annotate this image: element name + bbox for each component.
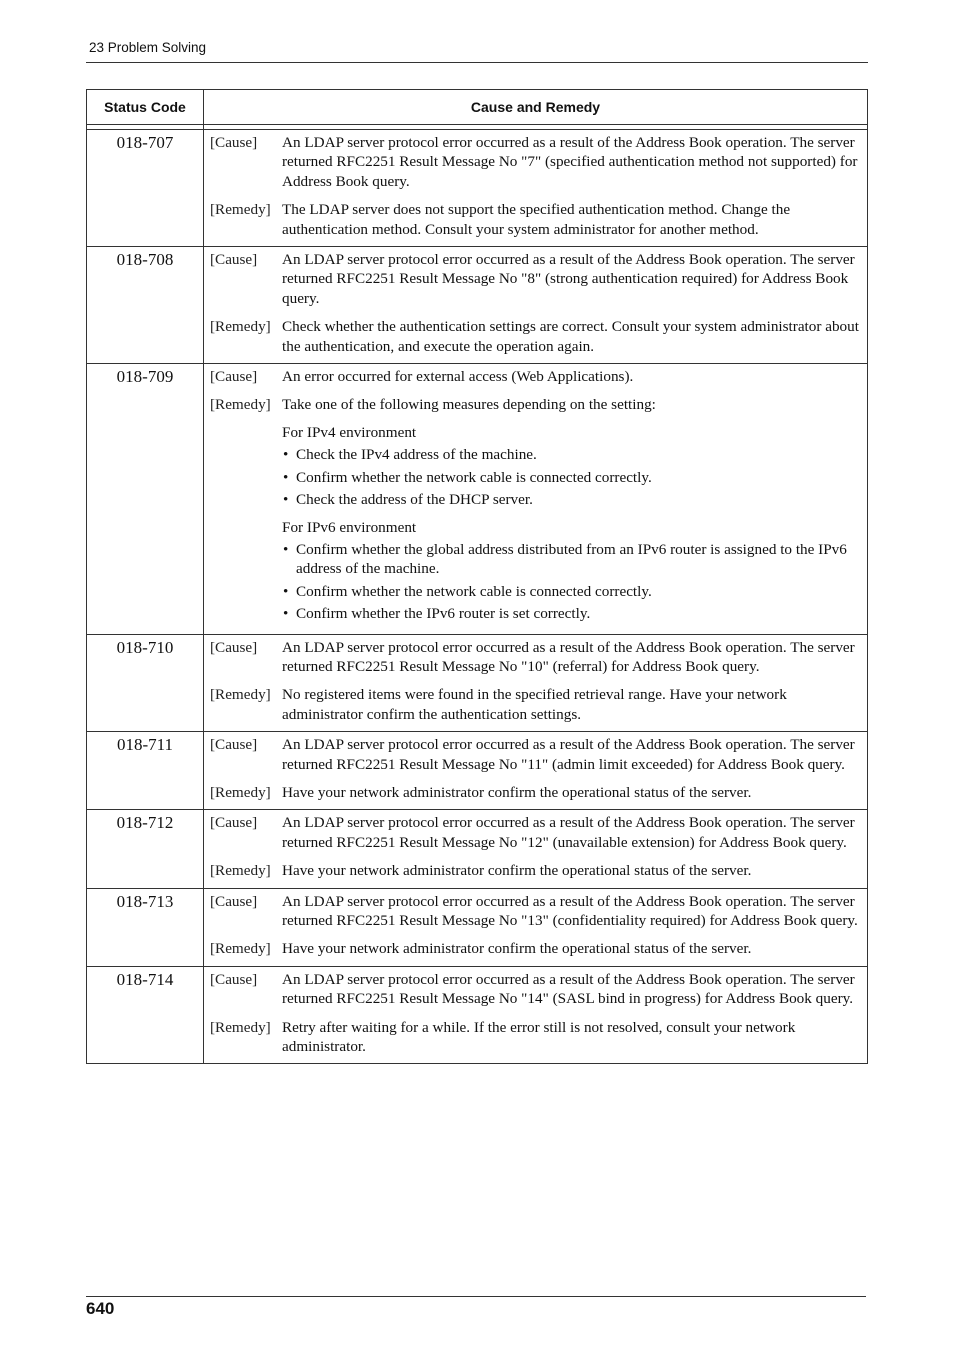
- cause-text: An LDAP server protocol error occurred as a result of the Address Book operation. The server returned RFC2251 Result Message No "14" (SASL bind in progress) for Address Book query.: [282, 970, 855, 1008]
- remedy-tag: [Remedy]: [210, 201, 271, 219]
- table-row: [87, 130, 868, 247]
- remedy-tag: [Remedy]: [210, 686, 271, 704]
- status-code: 018-707: [87, 130, 204, 247]
- status-code: 018-714: [87, 966, 204, 1064]
- remedy-text: The LDAP server does not support the specified authentication method. Change the authentication method. Consult your system administrator for another method.: [282, 201, 791, 238]
- cause-tag: [Cause]: [210, 368, 258, 386]
- remedy-entry: [204, 395, 867, 626]
- remedy-text: Take one of the following measures depending on the setting:: [282, 396, 656, 414]
- remedy-content: [282, 395, 867, 626]
- running-header: 23 Problem Solving: [89, 40, 207, 55]
- cause-entry: [204, 970, 867, 1009]
- table-row: [87, 364, 868, 634]
- ipv6-environment-title: For IPv6 environment: [282, 518, 417, 536]
- remedy-tag: [Remedy]: [210, 318, 271, 336]
- table-row: [87, 634, 868, 732]
- header-rule: [86, 62, 868, 63]
- cause-remedy-cell: [204, 732, 868, 810]
- cause-remedy-cell: [204, 634, 868, 732]
- cause-remedy-cell: [204, 364, 868, 634]
- list-item: • Confirm whether the network cable is connected correctly.: [282, 582, 859, 601]
- table-row: [87, 810, 868, 888]
- cause-remedy-cell: [204, 966, 868, 1064]
- cause-text: An LDAP server protocol error occurred as a result of the Address Book operation. The server returned RFC2251 Result Message No "8" (strong authentication required) for Address Book query.: [282, 251, 855, 307]
- cause-entry: [204, 133, 867, 191]
- cause-text: An LDAP server protocol error occurred as a result of the Address Book operation. The server returned RFC2251 Result Message No "10" (referral) for Address Book query.: [282, 638, 855, 675]
- ipv6-measures-list: [282, 540, 859, 624]
- list-item: • Confirm whether the network cable is connected correctly.: [282, 468, 859, 487]
- table-row: [87, 966, 868, 1064]
- cause-remedy-cell: [204, 130, 868, 247]
- page-number: 640: [86, 1299, 115, 1318]
- cause-entry: [204, 367, 867, 386]
- cause-entry: [204, 250, 867, 308]
- remedy-text: Retry after waiting for a while. If the error still is not resolved, consult your network administrator.: [282, 1018, 796, 1056]
- list-item: • Check the address of the DHCP server.: [282, 490, 859, 509]
- remedy-entry: [204, 317, 867, 356]
- remedy-entry: [204, 685, 867, 724]
- status-code: 018-713: [87, 888, 204, 966]
- cause-remedy-cell: [204, 810, 868, 888]
- remedy-tag: [Remedy]: [210, 1018, 271, 1036]
- status-code-column-header: Status Code: [87, 90, 204, 125]
- cause-entry: [204, 892, 867, 931]
- remedy-entry: [204, 1018, 867, 1057]
- cause-entry: [204, 735, 867, 774]
- ipv4-measures-list: [282, 445, 859, 509]
- cause-remedy-cell: [204, 247, 868, 364]
- remedy-text: Have your network administrator confirm the operational status of the server.: [282, 783, 752, 801]
- cause-tag: [Cause]: [210, 892, 258, 910]
- status-code: 018-709: [87, 364, 204, 634]
- remedy-text: Have your network administrator confirm the operational status of the server.: [282, 940, 752, 958]
- table-row: [87, 732, 868, 810]
- status-code: 018-712: [87, 810, 204, 888]
- cause-tag: [Cause]: [210, 251, 258, 269]
- remedy-tag: [Remedy]: [210, 783, 271, 801]
- cause-entry: [204, 813, 867, 852]
- table-row: [87, 247, 868, 364]
- remedy-text: No registered items were found in the specified retrieval range. Have your network administrator confirm the authentication settings.: [282, 686, 787, 723]
- cause-tag: [Cause]: [210, 134, 258, 151]
- remedy-entry: [204, 861, 867, 880]
- list-item: • Confirm whether the IPv6 router is set correctly.: [282, 604, 859, 623]
- remedy-tag: [Remedy]: [210, 940, 271, 958]
- cause-text: An LDAP server protocol error occurred as a result of the Address Book operation. The server returned RFC2251 Result Message No "13" (confidentiality required) for Address Book query.: [282, 892, 858, 929]
- cause-text: An LDAP server protocol error occurred as a result of the Address Book operation. The server returned RFC2251 Result Message No "11" (admin limit exceeded) for Address Book query.: [282, 736, 855, 773]
- remedy-entry: [204, 783, 867, 802]
- cause-tag: [Cause]: [210, 814, 258, 832]
- cause-text: An error occurred for external access (Web Applications).: [282, 368, 634, 386]
- status-code: 018-710: [87, 634, 204, 732]
- remedy-tag: [Remedy]: [210, 862, 271, 880]
- cause-text: An LDAP server protocol error occurred as a result of the Address Book operation. The server returned RFC2251 Result Message No "12" (unavailable extension) for Address Book query.: [282, 814, 855, 851]
- remedy-text: Have your network administrator confirm the operational status of the server.: [282, 862, 752, 880]
- cause-text: An LDAP server protocol error occurred as a result of the Address Book operation. The server returned RFC2251 Result Message No "7" (specified authentication method not supported) for Address Book query.: [282, 134, 858, 190]
- status-code: 018-711: [87, 732, 204, 810]
- cause-remedy-cell: [204, 888, 868, 966]
- table-header-row: [87, 90, 868, 125]
- footer-rule: [86, 1296, 866, 1297]
- status-code: 018-708: [87, 247, 204, 364]
- remedy-text: Check whether the authentication settings are correct. Consult your system administrator about the authentication, and execute the operation again.: [282, 318, 859, 355]
- cause-tag: [Cause]: [210, 970, 258, 988]
- cause-tag: [Cause]: [210, 736, 258, 754]
- remedy-entry: [204, 939, 867, 958]
- ipv4-environment-title: For IPv4 environment: [282, 423, 417, 441]
- remedy-tag: [Remedy]: [210, 396, 271, 414]
- status-code-table: [86, 89, 868, 1064]
- list-item: • Check the IPv4 address of the machine.: [282, 445, 859, 464]
- list-item: • Confirm whether the global address distributed from an IPv6 router is assigned to the IPv6 address of the machine.: [282, 540, 859, 579]
- cause-remedy-column-header: Cause and Remedy: [204, 90, 868, 125]
- cause-entry: [204, 638, 867, 677]
- table-row: [87, 888, 868, 966]
- cause-tag: [Cause]: [210, 638, 258, 656]
- remedy-entry: [204, 200, 867, 239]
